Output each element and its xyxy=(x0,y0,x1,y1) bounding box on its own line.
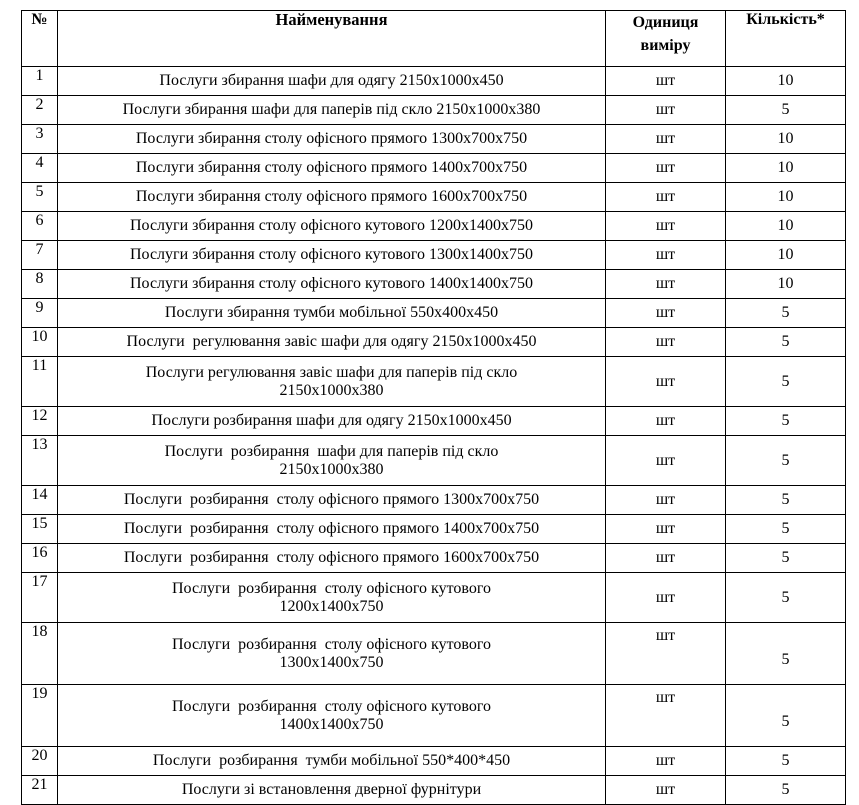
cell-number: 2 xyxy=(22,96,58,125)
cell-name-line: Послуги розбирання столу офісного кутового xyxy=(171,635,491,653)
cell-name-line: Послуги розбирання шафи для паперів під скло xyxy=(164,442,499,460)
cell-number: 13 xyxy=(22,436,58,486)
cell-name-line: Послуги збирання столу офісного кутового 1400х1400х750 xyxy=(129,275,533,293)
cell-quantity: 5 xyxy=(726,515,846,544)
cell-name xyxy=(58,212,606,241)
cell-number: 18 xyxy=(22,623,58,685)
cell-number: 14 xyxy=(22,486,58,515)
table-row xyxy=(22,573,846,623)
cell-number: 11 xyxy=(22,357,58,407)
cell-name-line: Послуги регулювання завіс шафи для паперів під скло xyxy=(145,363,518,381)
cell-name xyxy=(58,573,606,623)
cell-name-line: Послуги розбирання столу офісного прямого 1600х700х750 xyxy=(123,549,540,567)
cell-unit: шт xyxy=(606,357,726,407)
cell-quantity: 5 xyxy=(726,623,846,685)
cell-name-line: Послуги зі встановлення дверної фурнітури xyxy=(181,781,482,799)
cell-name xyxy=(58,154,606,183)
table-row xyxy=(22,357,846,407)
services-table xyxy=(21,10,846,805)
cell-name xyxy=(58,270,606,299)
table-row xyxy=(22,96,846,125)
cell-unit: шт xyxy=(606,623,726,685)
cell-quantity: 10 xyxy=(726,270,846,299)
cell-name xyxy=(58,183,606,212)
cell-unit: шт xyxy=(606,544,726,573)
cell-name xyxy=(58,407,606,436)
table-body xyxy=(22,67,846,805)
cell-name-line: Послуги розбирання столу офісного кутового xyxy=(171,697,491,715)
cell-name xyxy=(58,776,606,805)
cell-quantity: 5 xyxy=(726,357,846,407)
cell-quantity: 5 xyxy=(726,407,846,436)
table-row xyxy=(22,299,846,328)
cell-quantity: 5 xyxy=(726,685,846,747)
column-header-quantity: Кількість* xyxy=(726,11,846,67)
cell-quantity: 5 xyxy=(726,96,846,125)
cell-name xyxy=(58,486,606,515)
table-row xyxy=(22,67,846,96)
cell-number: 3 xyxy=(22,125,58,154)
column-header-unit-line2: виміру xyxy=(640,37,691,55)
column-header-name: Найменування xyxy=(58,11,606,67)
cell-number: 17 xyxy=(22,573,58,623)
cell-name-line: Послуги збирання столу офісного прямого 1400х700х750 xyxy=(135,159,528,177)
table-header-row xyxy=(22,11,846,67)
cell-number: 4 xyxy=(22,154,58,183)
table-row xyxy=(22,328,846,357)
cell-name xyxy=(58,515,606,544)
column-header-unit xyxy=(606,11,726,67)
table-row xyxy=(22,270,846,299)
cell-name-line: 1400х1400х750 xyxy=(279,715,384,733)
cell-number: 8 xyxy=(22,270,58,299)
cell-number: 12 xyxy=(22,407,58,436)
cell-unit: шт xyxy=(606,96,726,125)
table-row xyxy=(22,544,846,573)
cell-name-line: Послуги збирання шафи для одягу 2150х1000х450 xyxy=(159,72,504,90)
cell-number: 6 xyxy=(22,212,58,241)
cell-quantity: 10 xyxy=(726,183,846,212)
cell-name-line: Послуги збирання столу офісного кутового 1200х1400х750 xyxy=(129,217,533,235)
cell-number: 20 xyxy=(22,747,58,776)
table-row xyxy=(22,436,846,486)
cell-unit: шт xyxy=(606,67,726,96)
cell-number: 7 xyxy=(22,241,58,270)
cell-number: 16 xyxy=(22,544,58,573)
cell-name xyxy=(58,241,606,270)
cell-number: 1 xyxy=(22,67,58,96)
cell-unit: шт xyxy=(606,125,726,154)
table-header xyxy=(22,11,846,67)
cell-quantity: 5 xyxy=(726,573,846,623)
cell-unit: шт xyxy=(606,183,726,212)
cell-quantity: 10 xyxy=(726,67,846,96)
cell-name xyxy=(58,328,606,357)
cell-number: 21 xyxy=(22,776,58,805)
cell-unit: шт xyxy=(606,685,726,747)
cell-name-line: Послуги розбирання столу офісного прямого 1300х700х750 xyxy=(123,491,540,509)
cell-quantity: 10 xyxy=(726,154,846,183)
cell-name xyxy=(58,436,606,486)
cell-name-line: Послуги збирання шафи для паперів під скло 2150х1000х380 xyxy=(122,101,541,119)
cell-quantity: 10 xyxy=(726,125,846,154)
cell-number: 19 xyxy=(22,685,58,747)
cell-name-line: Послуги розбирання тумби мобільної 550*400*450 xyxy=(152,752,511,770)
cell-name-line: Послуги збирання столу офісного прямого 1600х700х750 xyxy=(135,188,528,206)
cell-number: 9 xyxy=(22,299,58,328)
cell-quantity: 5 xyxy=(726,747,846,776)
cell-name xyxy=(58,96,606,125)
cell-unit: шт xyxy=(606,747,726,776)
cell-quantity: 5 xyxy=(726,436,846,486)
cell-name-line: 1200х1400х750 xyxy=(279,597,384,615)
cell-name xyxy=(58,623,606,685)
cell-quantity: 5 xyxy=(726,776,846,805)
cell-unit: шт xyxy=(606,486,726,515)
table-row xyxy=(22,515,846,544)
cell-name xyxy=(58,299,606,328)
cell-unit: шт xyxy=(606,436,726,486)
cell-quantity: 5 xyxy=(726,328,846,357)
cell-name xyxy=(58,125,606,154)
table-row xyxy=(22,623,846,685)
cell-name-line: Послуги розбирання столу офісного прямого 1400х700х750 xyxy=(123,520,540,538)
cell-name-line: 2150х1000х380 xyxy=(279,460,384,478)
cell-name-line: Послуги розбирання шафи для одягу 2150х1000х450 xyxy=(151,412,512,430)
cell-name-line: Послуги збирання столу офісного прямого 1300х700х750 xyxy=(135,130,528,148)
cell-name-line: Послуги регулювання завіс шафи для одягу 2150х1000х450 xyxy=(126,333,537,351)
cell-number: 10 xyxy=(22,328,58,357)
column-header-number: № xyxy=(22,11,58,67)
table-row xyxy=(22,685,846,747)
cell-name xyxy=(58,747,606,776)
cell-quantity: 10 xyxy=(726,241,846,270)
cell-unit: шт xyxy=(606,270,726,299)
cell-name xyxy=(58,544,606,573)
cell-unit: шт xyxy=(606,154,726,183)
table-row xyxy=(22,407,846,436)
table-row xyxy=(22,486,846,515)
cell-name-line: Послуги збирання столу офісного кутового 1300х1400х750 xyxy=(129,246,533,264)
cell-name xyxy=(58,67,606,96)
table-row xyxy=(22,212,846,241)
cell-unit: шт xyxy=(606,407,726,436)
cell-quantity: 5 xyxy=(726,299,846,328)
table-row xyxy=(22,183,846,212)
table-row xyxy=(22,125,846,154)
column-header-unit-line1: Одиниця xyxy=(632,14,699,31)
cell-quantity: 10 xyxy=(726,212,846,241)
cell-name-line: 2150х1000х380 xyxy=(279,381,384,399)
cell-unit: шт xyxy=(606,241,726,270)
cell-name-line: Послуги збирання тумби мобільної 550х400х450 xyxy=(164,304,499,322)
cell-unit: шт xyxy=(606,573,726,623)
cell-name xyxy=(58,685,606,747)
table-row xyxy=(22,776,846,805)
cell-quantity: 5 xyxy=(726,544,846,573)
cell-name-line: Послуги розбирання столу офісного кутового xyxy=(171,579,491,597)
cell-name-line: 1300х1400х750 xyxy=(279,653,384,671)
table-row xyxy=(22,241,846,270)
cell-unit: шт xyxy=(606,776,726,805)
cell-unit: шт xyxy=(606,328,726,357)
cell-unit: шт xyxy=(606,515,726,544)
cell-quantity: 5 xyxy=(726,486,846,515)
cell-number: 15 xyxy=(22,515,58,544)
cell-name xyxy=(58,357,606,407)
table-row xyxy=(22,154,846,183)
cell-number: 5 xyxy=(22,183,58,212)
table-row xyxy=(22,747,846,776)
cell-unit: шт xyxy=(606,212,726,241)
cell-unit: шт xyxy=(606,299,726,328)
